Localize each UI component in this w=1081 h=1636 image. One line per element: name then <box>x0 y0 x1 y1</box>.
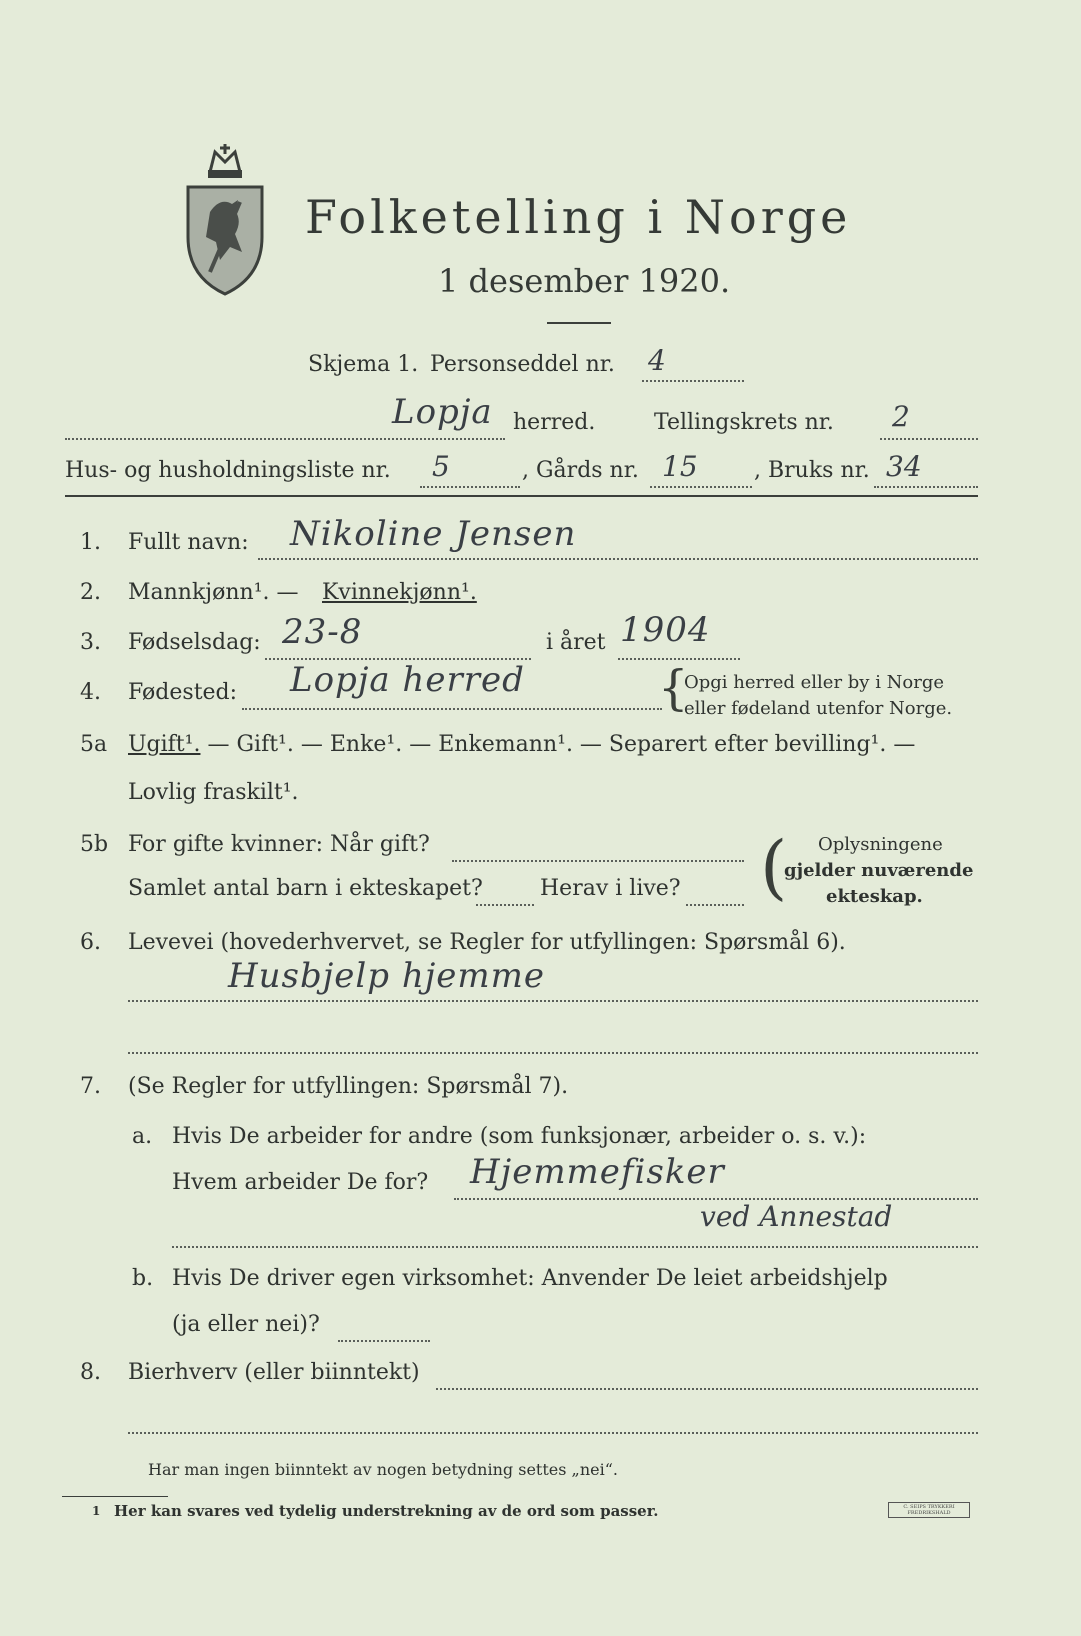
q8-number: 8. <box>80 1360 101 1385</box>
q6-number: 6. <box>80 930 101 955</box>
full-name-field[interactable] <box>258 558 978 560</box>
personseddel-label: Personseddel nr. <box>430 352 615 377</box>
bruks-field[interactable] <box>874 486 978 488</box>
q5b-line1: For gifte kvinner: Når gift? <box>128 832 430 857</box>
gards-field[interactable] <box>650 486 752 488</box>
q7a-letter: a. <box>132 1124 153 1149</box>
herred-label: herred. <box>513 410 596 435</box>
birthday-value: 23-8 <box>282 612 363 652</box>
tellingskrets-field[interactable] <box>880 438 978 440</box>
q7b-line1: Hvis De driver egen virksomhet: Anvender De leiet arbeidshjelp <box>172 1266 888 1291</box>
children-alive-field[interactable] <box>686 904 744 906</box>
personseddel-field[interactable] <box>642 380 744 382</box>
year-label: i året <box>546 630 606 655</box>
ugift-option[interactable]: Ugift¹. <box>128 732 201 757</box>
tellingskrets-value: 2 <box>892 400 910 433</box>
q3-label: Fødselsdag: <box>128 630 261 655</box>
q4-note-line2: eller fødeland utenfor Norge. <box>684 698 953 719</box>
q2-number: 2. <box>80 580 101 605</box>
q7-label: (Se Regler for utfyllingen: Spørsmål 7). <box>128 1074 569 1099</box>
q4-number: 4. <box>80 680 101 705</box>
employer-field-2[interactable] <box>172 1246 978 1248</box>
q3-number: 3. <box>80 630 101 655</box>
occupation-field-2[interactable] <box>128 1052 978 1054</box>
occupation-field[interactable] <box>128 1000 978 1002</box>
birthplace-value: Lopja herred <box>290 660 525 700</box>
footer-note: Har man ingen biinntekt av nogen betydning settes „nei“. <box>148 1460 618 1479</box>
herred-value: Lopja <box>392 392 493 432</box>
lovlig-fraskilt-option[interactable]: Lovlig fraskilt¹. <box>128 780 299 805</box>
printer-stamp-line1: C. SEIPS TRYKKERI <box>903 1504 955 1510</box>
q7a-line2: Hvem arbeider De for? <box>172 1170 429 1195</box>
bruks-label: , Bruks nr. <box>754 458 870 483</box>
herred-field[interactable] <box>65 438 505 440</box>
q5b-note3: ekteskap. <box>826 886 923 907</box>
q4-brace: { <box>658 660 689 716</box>
printer-stamp <box>888 1502 970 1518</box>
side-income-field-2[interactable] <box>128 1432 978 1434</box>
q2-male-option[interactable]: Mannkjønn¹. — <box>128 580 299 605</box>
q5b-children-label: Samlet antal barn i ekteskapet? <box>128 876 483 901</box>
q5b-note2: gjelder nuværende <box>784 860 974 881</box>
q5b-number: 5b <box>80 832 109 857</box>
q7b-line2: (ja eller nei)? <box>172 1312 320 1337</box>
q4-note-line1: Opgi herred eller by i Norge <box>684 672 945 693</box>
q5b-alive-label: Herav i live? <box>540 876 681 901</box>
husliste-value: 5 <box>432 450 450 483</box>
q1-label: Fullt navn: <box>128 530 249 555</box>
q8-label: Bierhverv (eller biinntekt) <box>128 1360 420 1385</box>
other-status-options[interactable]: — Gift¹. — Enke¹. — Enkemann¹. — Separert efter bevilling¹. — <box>200 732 916 757</box>
q5b-bracket: ( <box>760 826 788 908</box>
personseddel-value: 4 <box>648 344 666 377</box>
skjema-label: Skjema 1. <box>308 352 419 377</box>
q2-female-option[interactable]: Kvinnekjønn¹. <box>322 580 477 605</box>
children-count-field[interactable] <box>476 904 534 906</box>
gards-label: , Gårds nr. <box>522 458 639 483</box>
married-when-field[interactable] <box>452 860 744 862</box>
q5a-number: 5a <box>80 732 108 757</box>
form-date: 1 desember 1920. <box>438 262 731 300</box>
form-title: Folketelling i Norge <box>305 190 852 244</box>
bruks-value: 34 <box>886 450 922 483</box>
title-divider <box>547 322 611 324</box>
gards-value: 15 <box>662 450 698 483</box>
employer-value-2: ved Annestad <box>700 1200 893 1233</box>
q4-label: Fødested: <box>128 680 238 705</box>
tellingskrets-label: Tellingskrets nr. <box>654 410 834 435</box>
q5b-note1: Oplysningene <box>818 834 943 855</box>
side-income-field[interactable] <box>436 1388 978 1390</box>
printer-stamp-line2: FREDRIKSHALD <box>907 1510 951 1516</box>
footnote-number: 1 <box>92 1504 101 1518</box>
birth-year-value: 1904 <box>620 610 711 650</box>
full-name-value: Nikoline Jensen <box>290 514 577 554</box>
occupation-value: Husbjelp hjemme <box>228 956 546 996</box>
hired-help-field[interactable] <box>338 1340 430 1342</box>
birthplace-field[interactable] <box>242 708 662 710</box>
q7b-letter: b. <box>132 1266 154 1291</box>
footnote-rule <box>62 1496 168 1497</box>
header-rule <box>65 495 978 497</box>
employer-value: Hjemmefisker <box>470 1152 725 1192</box>
coat-of-arms-icon <box>180 142 270 297</box>
footnote-text: Her kan svares ved tydelig understrekning av de ord som passer. <box>114 1502 659 1520</box>
husliste-label: Hus- og husholdningsliste nr. <box>65 458 391 483</box>
q7a-line1: Hvis De arbeider for andre (som funksjonær, arbeider o. s. v.): <box>172 1124 867 1149</box>
husliste-field[interactable] <box>420 486 520 488</box>
q7-number: 7. <box>80 1074 101 1099</box>
q6-label: Levevei (hovederhvervet, se Regler for utfyllingen: Spørsmål 6). <box>128 930 846 955</box>
q5a-options <box>128 732 915 757</box>
q1-number: 1. <box>80 530 101 555</box>
